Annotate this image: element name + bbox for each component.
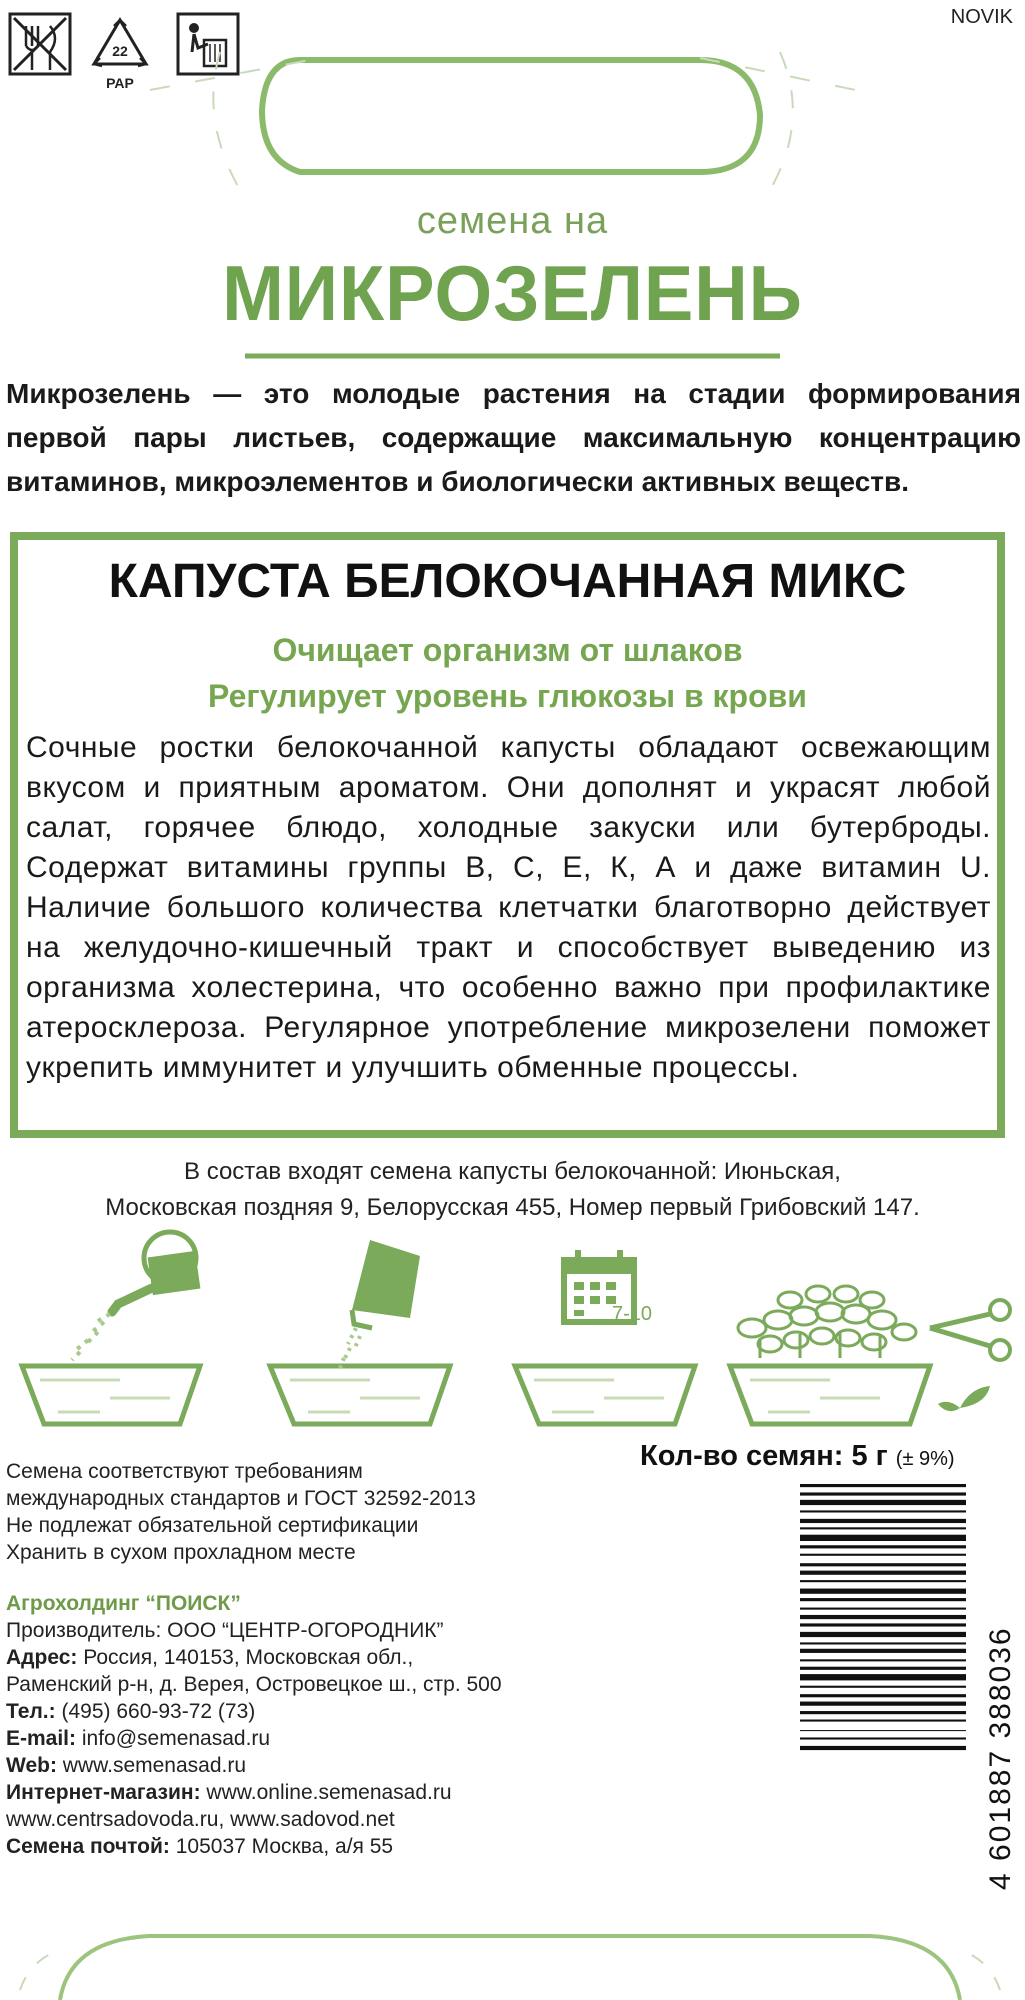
recycle-label: PAP xyxy=(106,75,134,91)
intro-text: Микрозелень — это молодые растения на стадии формирования первой пары листьев, содержащие максимальную концентрацию витаминов, микроэлементов и биологически активных веществ. xyxy=(6,378,1021,497)
barcode-bar xyxy=(800,1642,966,1644)
requirements-block xyxy=(6,1458,606,1566)
barcode-bar xyxy=(800,1711,966,1714)
holding-name: Агрохолдинг “ПОИСК” xyxy=(6,1592,241,1615)
barcode-bar xyxy=(800,1571,966,1575)
seed-quantity-label: Кол-во семян: 5 г xyxy=(640,1440,888,1472)
email-label: E-mail: xyxy=(6,1727,77,1750)
barcode-bar xyxy=(800,1737,966,1739)
mail-label: Семена почтой: xyxy=(6,1835,170,1858)
barcode-bar xyxy=(800,1580,966,1582)
address-value: Россия, 140153, Московская обл., xyxy=(77,1646,414,1669)
barcode-bar xyxy=(800,1535,966,1541)
calendar-days: 7-10 xyxy=(612,1303,653,1325)
address-line xyxy=(6,1644,606,1671)
requirement-line: Не подлежат обязательной сертификации xyxy=(6,1514,419,1537)
requirement-line: Хранить в сухом прохладном месте xyxy=(6,1541,356,1564)
email-value: info@semenasad.ru xyxy=(76,1727,271,1750)
barcode-bar xyxy=(800,1730,966,1731)
barcode-bar xyxy=(800,1608,966,1610)
footer-decoration xyxy=(0,1930,1025,2000)
product-benefit: Очищает организм от шлаков xyxy=(272,632,743,668)
barcode-bar xyxy=(800,1589,966,1594)
scissors-icon xyxy=(930,1300,1010,1360)
requirement-line: Семена соответствуют требованиям xyxy=(6,1460,363,1483)
barcode-bar xyxy=(800,1746,966,1750)
barcode-bar xyxy=(800,1659,966,1661)
shop-value: www.online.semenasad.ru xyxy=(200,1781,452,1804)
barcode-bars xyxy=(800,1484,966,1750)
product-description: Сочные ростки белокочанной капусты обладают освежающим вкусом и приятным ароматом. Они дополнят и украсят любой салат, горячее блюдо, холодные закуски или бутерброды. Содержат витамины группы В, С, Е, К, А и даже витамин U. Наличие большого количества клетчатки благотворно действует на желудочно-кишечный тракт и способствует выведению из организма холестерина, что особенно важно при профилактике атеросклероза. Регулярное употребление микрозелени поможет укрепить иммунитет и улучшить обменные процессы. xyxy=(26,731,991,1084)
barcode-bar xyxy=(800,1649,966,1653)
mail-line xyxy=(6,1833,606,1860)
shop-label: Интернет-магазин: xyxy=(6,1781,201,1804)
composition xyxy=(0,1154,1025,1226)
sowing-icon xyxy=(270,1240,450,1424)
shop-line xyxy=(6,1779,606,1806)
sites-line: www.centrsadovoda.ru, www.sadovod.net xyxy=(6,1808,395,1831)
company-info xyxy=(6,1590,606,1860)
calendar-icon xyxy=(515,1250,695,1424)
barcode-digits: 4 601887 388036 xyxy=(984,1626,1017,1890)
barcode-bar xyxy=(800,1615,966,1619)
producer: Производитель: ООО “ЦЕНТР-ОГОРОДНИК” xyxy=(6,1619,444,1642)
barcode-bar xyxy=(800,1686,966,1688)
barcode-bar xyxy=(800,1563,966,1566)
web-label: Web: xyxy=(6,1754,57,1777)
web-value: www.semenasad.ru xyxy=(56,1754,247,1777)
address-label: Адрес: xyxy=(6,1646,78,1669)
barcode-bar xyxy=(800,1510,966,1512)
mail-value: 105037 Москва, а/я 55 xyxy=(169,1835,394,1858)
barcode-bar xyxy=(800,1674,966,1680)
barcode-bar xyxy=(800,1554,966,1556)
barcode-bar xyxy=(800,1484,966,1487)
barcode-bar xyxy=(800,1598,966,1601)
product-title: КАПУСТА БЕЛОКОЧАННАЯ МИКС xyxy=(108,555,907,608)
phone-label: Тел.: xyxy=(6,1700,56,1723)
barcode-bar xyxy=(800,1500,966,1505)
requirement-line: международных стандартов и ГОСТ 32592-2013 xyxy=(6,1487,476,1510)
header-title: МИКРОЗЕЛЕНЬ xyxy=(222,249,803,337)
harvest-icon xyxy=(730,1286,1010,1424)
barcode xyxy=(798,1480,1020,1900)
barcode-bar xyxy=(800,1527,966,1529)
barcode-bar xyxy=(800,1545,966,1548)
barcode-bar xyxy=(800,1492,966,1495)
barcode-bar xyxy=(800,1632,966,1637)
product-benefit: Регулирует уровень глюкозы в крови xyxy=(208,678,807,714)
phone-line xyxy=(6,1698,606,1725)
email-line xyxy=(6,1725,606,1752)
barcode-bar xyxy=(800,1519,966,1523)
barcode-bar xyxy=(800,1702,966,1706)
composition-line: Московская поздняя 9, Белорусская 455, Номер первый Грибовский 147. xyxy=(105,1194,920,1221)
address-line-2: Раменский р-н, д. Верея, Островецкое ш., стр. 500 xyxy=(6,1673,502,1696)
barcode-bar xyxy=(800,1623,966,1626)
watering-icon xyxy=(22,1232,200,1424)
recycle-code: 22 xyxy=(112,43,128,59)
seed-quantity xyxy=(640,1440,955,1473)
header-subtitle: семена на xyxy=(416,200,609,242)
phone-value: (495) 660-93-72 (73) xyxy=(55,1700,256,1723)
barcode-bar xyxy=(800,1667,966,1670)
web-line xyxy=(6,1752,606,1779)
growing-steps xyxy=(0,1228,1025,1428)
composition-line: В состав входят семена капусты белокочанной: Июньская, xyxy=(184,1158,841,1185)
barcode-bar xyxy=(800,1720,966,1722)
barcode-bar xyxy=(800,1694,966,1697)
brand-label: NOVIK xyxy=(950,6,1013,28)
seed-quantity-tolerance: (± 9%) xyxy=(895,1448,955,1470)
